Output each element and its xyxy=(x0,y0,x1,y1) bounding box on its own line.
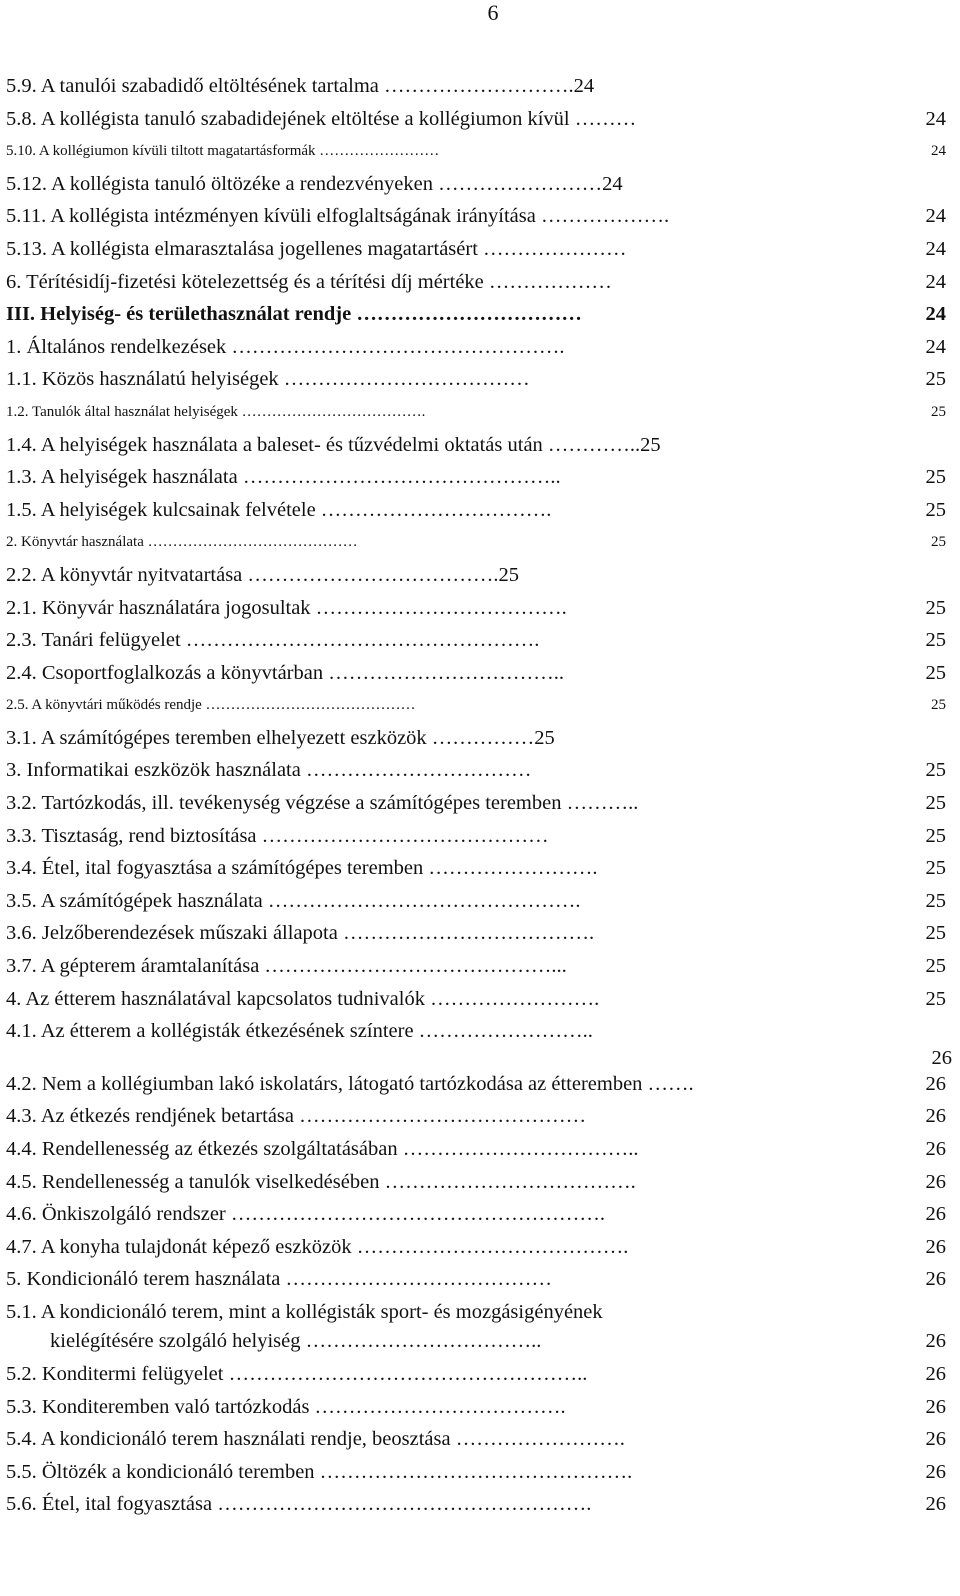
toc-entry-page: 25 xyxy=(931,534,946,551)
toc-entry-page: 26 xyxy=(925,1395,946,1418)
toc-entry[interactable] xyxy=(6,70,946,103)
toc-entry-page: 25 xyxy=(925,368,946,391)
toc-entry-title: 1.5. A helyiségek kulcsainak felvétele ……………………………. xyxy=(6,498,552,521)
toc-entry[interactable] xyxy=(6,820,946,853)
toc-entry[interactable] xyxy=(6,787,946,820)
toc-entry[interactable] xyxy=(6,1296,946,1358)
toc-entry-title: 5.12. A kollégista tanuló öltözéke a rendezvényeken ……………………24 xyxy=(6,172,623,195)
toc-entry-page: 26 xyxy=(925,1460,946,1483)
toc-entry-title: 6. Térítésidíj-fizetési kötelezettség és a térítési díj mértéke ……………… xyxy=(6,270,612,293)
toc-entry[interactable] xyxy=(6,754,946,787)
toc-entry-title: 4.5. Rendellenesség a tanulók viselkedésében ………………………………. xyxy=(6,1170,636,1193)
toc-entry-title: III. Helyiség- és területhasználat rendje …………………………… xyxy=(6,303,582,326)
toc-entry-page: 24 xyxy=(925,107,946,130)
toc-entry-title-continued: kielégítésére szolgáló helyiség …………………………….. xyxy=(50,1330,542,1353)
toc-entry-title: 1.2. Tanulók által használat helyiségek ………………………………. xyxy=(6,403,426,420)
toc-entry[interactable] xyxy=(6,1198,946,1231)
toc-entry-title: 4.1. Az étterem a kollégisták étkezésének színtere …………………….. xyxy=(6,1020,593,1043)
toc-entry-title: 5.13. A kollégista elmarasztalása jogellenes magatartásért ………………… xyxy=(6,237,627,260)
toc-entry-page: 25 xyxy=(925,955,946,978)
toc-entry-title: 1.4. A helyiségek használata a baleset- és tűzvédelmi oktatás után …………..25 xyxy=(6,433,661,456)
toc-entry-page: 26 xyxy=(925,1330,946,1353)
toc-entry-page: 26 xyxy=(925,1170,946,1193)
toc-entry-page: 25 xyxy=(925,629,946,652)
toc-entry-title: 5.10. A kollégiumon kívüli tiltott magatartásformák …………………… xyxy=(6,143,440,160)
toc-entry[interactable] xyxy=(6,559,946,592)
toc-entry-title: 2.3. Tanári felügyelet ……………………………………………. xyxy=(6,629,540,652)
toc-entry-page: 25 xyxy=(931,697,946,714)
toc-entry-page: 26 xyxy=(925,1235,946,1258)
toc-entry[interactable] xyxy=(6,1391,946,1424)
toc-entry-page: 25 xyxy=(925,922,946,945)
toc-entry[interactable] xyxy=(6,657,946,690)
toc-entry[interactable] xyxy=(6,1488,946,1521)
toc-entry-title: 5.5. Öltözék a kondicionáló teremben ………………………………………. xyxy=(6,1460,633,1483)
toc-entry-page: 25 xyxy=(925,857,946,880)
toc-entry-title: 1.3. A helyiségek használata ……………………………………….. xyxy=(6,466,561,489)
toc-entry[interactable] xyxy=(6,461,946,494)
toc-entry-title: 5.4. A kondicionáló terem használati rendje, beosztása ……………………. xyxy=(6,1428,625,1451)
toc-entry-page: 24 xyxy=(925,237,946,260)
toc-entry[interactable] xyxy=(6,526,946,559)
toc-entry[interactable] xyxy=(6,363,946,396)
toc-entry-page: 25 xyxy=(925,889,946,912)
toc-entry-page: 26 xyxy=(925,1428,946,1451)
toc-entry-title: 5.6. Étel, ital fogyasztása ………………………………………………. xyxy=(6,1493,592,1516)
toc-entry-title: 3.3. Tisztaság, rend biztosítása …………………………………… xyxy=(6,824,549,847)
toc-entry-page: 24 xyxy=(925,270,946,293)
toc-entry-page: 25 xyxy=(925,596,946,619)
toc-entry-page: 26 xyxy=(931,1046,952,1069)
toc-entry-page: 25 xyxy=(925,661,946,684)
toc-entry[interactable] xyxy=(6,1166,946,1199)
toc-entry[interactable] xyxy=(6,1068,946,1101)
toc-entry-page: 25 xyxy=(925,824,946,847)
toc-entry-title: 5.2. Konditermi felügyelet …………………………………………….. xyxy=(6,1362,588,1385)
toc-entry[interactable] xyxy=(6,233,946,266)
toc-entry[interactable] xyxy=(6,592,946,625)
toc-entry[interactable] xyxy=(6,1358,946,1391)
toc-entry[interactable] xyxy=(6,331,946,364)
toc-entry[interactable] xyxy=(6,1456,946,1489)
toc-entry[interactable] xyxy=(6,1263,946,1296)
toc-entry-page: 26 xyxy=(925,1138,946,1160)
toc-entry[interactable] xyxy=(6,722,946,755)
toc-entry-title: 2. Könyvtár használata …………………………………… xyxy=(6,534,358,551)
toc-entry-title: 3.5. A számítógépek használata ………………………………………. xyxy=(6,889,581,912)
toc-entry-page: 26 xyxy=(925,1493,946,1516)
toc-entry[interactable] xyxy=(6,135,946,168)
toc-entry-page: 24 xyxy=(925,335,946,358)
toc-entry[interactable] xyxy=(6,917,946,950)
toc-entry[interactable] xyxy=(6,852,946,885)
toc-entry-title: 3.1. A számítógépes teremben elhelyezett eszközök ……………25 xyxy=(6,726,555,749)
toc-entry-title: 5. Kondicionáló terem használata ………………………………… xyxy=(6,1268,552,1291)
toc-entry-title: 2.1. Könyvár használatára jogosultak ………………………………. xyxy=(6,596,567,619)
toc-entry[interactable] xyxy=(6,1015,946,1048)
toc-entry-page: 25 xyxy=(925,759,946,782)
toc-entry-page: 25 xyxy=(925,987,946,1010)
toc-entry[interactable] xyxy=(6,885,946,918)
toc-entry-title: 3.4. Étel, ital fogyasztása a számítógépes teremben ……………………. xyxy=(6,857,598,880)
toc-entry[interactable] xyxy=(6,494,946,527)
toc-entry[interactable] xyxy=(6,1100,946,1133)
toc-entry-title: 5.11. A kollégista intézményen kívüli elfoglaltságának irányítása ………………. xyxy=(6,205,670,228)
toc-entry-title: 4. Az étterem használatával kapcsolatos tudnivalók ……………………. xyxy=(6,987,600,1010)
toc-entry-title: 5.1. A kondicionáló terem, mint a kollégisták sport- és mozgásigényének xyxy=(6,1300,603,1323)
toc-entry-page: 24 xyxy=(931,143,946,160)
toc-entry-title: 4.3. Az étkezés rendjének betartása …………………………………… xyxy=(6,1105,587,1128)
toc-entry-title: 5.9. A tanulói szabadidő eltöltésének tartalma ……………………….24 xyxy=(6,75,595,97)
toc-entry[interactable] xyxy=(6,266,946,299)
toc-entry[interactable] xyxy=(6,983,946,1016)
toc-entry-title: 1.1. Közös használatú helyiségek ……………………………… xyxy=(6,368,530,391)
toc-entry-title: 2.2. A könyvtár nyitvatartása ……………………………….25 xyxy=(6,563,520,586)
toc-entry-page-wrapped xyxy=(6,1046,952,1069)
toc-entry-title: 5.8. A kollégista tanuló szabadidejének eltöltése a kollégiumon kívül ……… xyxy=(6,107,637,130)
toc-entry-title: 4.4. Rendellenesség az étkezés szolgáltatásában …………………………….. xyxy=(6,1138,639,1160)
toc-entry[interactable] xyxy=(6,624,946,657)
toc-entry[interactable] xyxy=(6,200,946,233)
toc-entry-page: 26 xyxy=(925,1268,946,1291)
page-number: 6 xyxy=(487,0,499,25)
toc-entry-title: 3. Informatikai eszközök használata …………………………… xyxy=(6,759,532,782)
toc-entry-title: 3.2. Tartózkodás, ill. tevékenység végzése a számítógépes teremben ……….. xyxy=(6,792,639,815)
toc-entry[interactable] xyxy=(6,429,946,462)
toc-entry-page: 24 xyxy=(925,303,946,326)
toc-entry-title: 3.6. Jelzőberendezések műszaki állapota ………………………………. xyxy=(6,922,595,945)
toc-entry-page: 26 xyxy=(925,1203,946,1226)
toc-entry-page: 25 xyxy=(925,498,946,521)
toc-entry-title: 5.3. Konditeremben való tartózkodás ………………………………. xyxy=(6,1395,566,1418)
toc-entry[interactable] xyxy=(6,1423,946,1456)
table-of-contents xyxy=(6,70,952,1521)
toc-entry-page: 24 xyxy=(925,205,946,228)
toc-entry-title: 4.6. Önkiszolgáló rendszer ………………………………………………. xyxy=(6,1203,605,1226)
toc-entry[interactable] xyxy=(6,950,946,983)
toc-entry-page: 26 xyxy=(925,1105,946,1128)
toc-entry[interactable] xyxy=(6,396,946,429)
toc-entry-title: 3.7. A gépterem áramtalanítása ……………………………………... xyxy=(6,955,567,978)
toc-entry-page: 26 xyxy=(925,1072,946,1095)
toc-entry[interactable] xyxy=(6,1231,946,1264)
toc-entry-title: 1. Általános rendelkezések …………………………………………. xyxy=(6,335,565,358)
toc-entry-title: 2.5. A könyvtári működés rendje …………………………………… xyxy=(6,697,416,714)
toc-entry-page: 25 xyxy=(925,792,946,815)
toc-entry-page: 25 xyxy=(925,466,946,489)
toc-entry-title: 2.4. Csoportfoglalkozás a könyvtárban …………………………….. xyxy=(6,661,564,684)
toc-entry-title: 4.7. A konyha tulajdonát képező eszközök …………………………………. xyxy=(6,1235,629,1258)
toc-entry[interactable] xyxy=(6,1133,946,1166)
toc-entry-page: 26 xyxy=(925,1362,946,1385)
toc-entry[interactable] xyxy=(6,103,946,136)
toc-entry[interactable] xyxy=(6,689,946,722)
toc-entry[interactable] xyxy=(6,168,946,201)
toc-entry[interactable] xyxy=(6,298,946,331)
toc-entry-title: 4.2. Nem a kollégiumban lakó iskolatárs, látogató tartózkodása az étteremben ……. xyxy=(6,1072,694,1095)
toc-entry-page: 25 xyxy=(931,403,946,420)
